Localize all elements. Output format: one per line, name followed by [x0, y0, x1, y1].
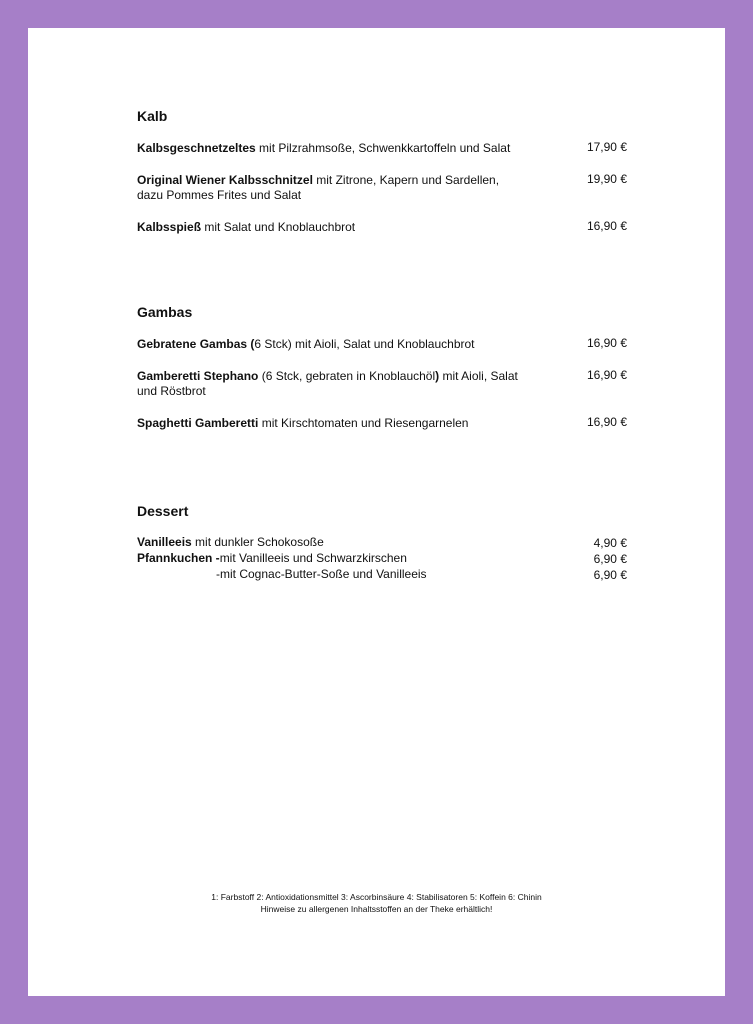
menu-item-gamberetti-stephano [137, 369, 537, 399]
item-name: Gebratene Gambas ( [137, 337, 255, 351]
item-desc: mit Kirschtomaten und Riesengarnelen [258, 416, 469, 430]
item-name: Gamberetti Stephano [137, 369, 259, 383]
item-name-paren: ) [435, 369, 440, 383]
footer-additives: 1: Farbstoff 2: Antioxidationsmittel 3: Ascorbinsäure 4: Stabilisatoren 5: Koffein 6: Chinin [211, 892, 542, 902]
menu-item-spaghetti-gamberetti [137, 416, 537, 431]
item-price: 19,90 € [586, 172, 627, 186]
menu-item-gebratene-gambas [137, 337, 537, 352]
item-price: 16,90 € [586, 368, 627, 382]
footer-allergen-note: Hinweise zu allergenen Inhaltsstoffen an der Theke erhältlich! [260, 904, 493, 914]
item-desc: (6 Stck, gebraten in Knoblauchöl [258, 369, 436, 383]
menu-item-pfannkuchen-cognac [216, 567, 427, 582]
menu-item-wiener-schnitzel [137, 173, 527, 203]
item-name: Pfannkuchen - [137, 551, 220, 565]
section-title-gambas: Gambas [137, 304, 193, 320]
item-price: 17,90 € [586, 140, 627, 154]
menu-item-vanilleeis [137, 535, 324, 550]
footer-notes [28, 891, 725, 915]
item-desc: mit Salat und Knoblauchbrot [201, 220, 356, 234]
item-desc: mit Vanilleeis und Schwarzkirschen [219, 551, 407, 565]
item-desc: mit Pilzrahmsoße, Schwenkkartoffeln und Salat [255, 141, 511, 155]
item-desc: 6 Stck) mit Aioli, Salat und Knoblauchbrot [254, 337, 475, 351]
item-name: Vanilleeis [137, 535, 192, 549]
item-desc: mit Zitrone, Kapern und Sardellen, dazu Pommes Frites und Salat [137, 173, 500, 202]
item-price: 6,90 € [593, 552, 627, 566]
item-desc: mit dunkler Schokosoße [191, 535, 324, 549]
section-title-kalb: Kalb [137, 108, 168, 124]
item-name: Spaghetti Gamberetti [137, 416, 259, 430]
item-name: Original Wiener Kalbsschnitzel [137, 173, 313, 187]
section-title-dessert: Dessert [137, 503, 189, 519]
item-name: Kalbsgeschnetzeltes [137, 141, 256, 155]
item-desc: -mit Cognac-Butter-Soße und Vanilleeis [216, 567, 427, 581]
item-desc-cont: mit Aioli, Salat und Röstbrot [137, 369, 518, 398]
item-price: 16,90 € [586, 336, 627, 350]
item-price: 16,90 € [586, 219, 627, 233]
menu-item-pfannkuchen [137, 551, 407, 566]
menu-item-kalbsspiess [137, 220, 537, 235]
item-name: Kalbsspieß [137, 220, 202, 234]
menu-page [28, 28, 725, 996]
item-price: 4,90 € [593, 536, 627, 550]
item-price: 16,90 € [586, 415, 627, 429]
item-price: 6,90 € [593, 568, 627, 582]
menu-item-kalbsgeschnetzeltes [137, 141, 537, 156]
